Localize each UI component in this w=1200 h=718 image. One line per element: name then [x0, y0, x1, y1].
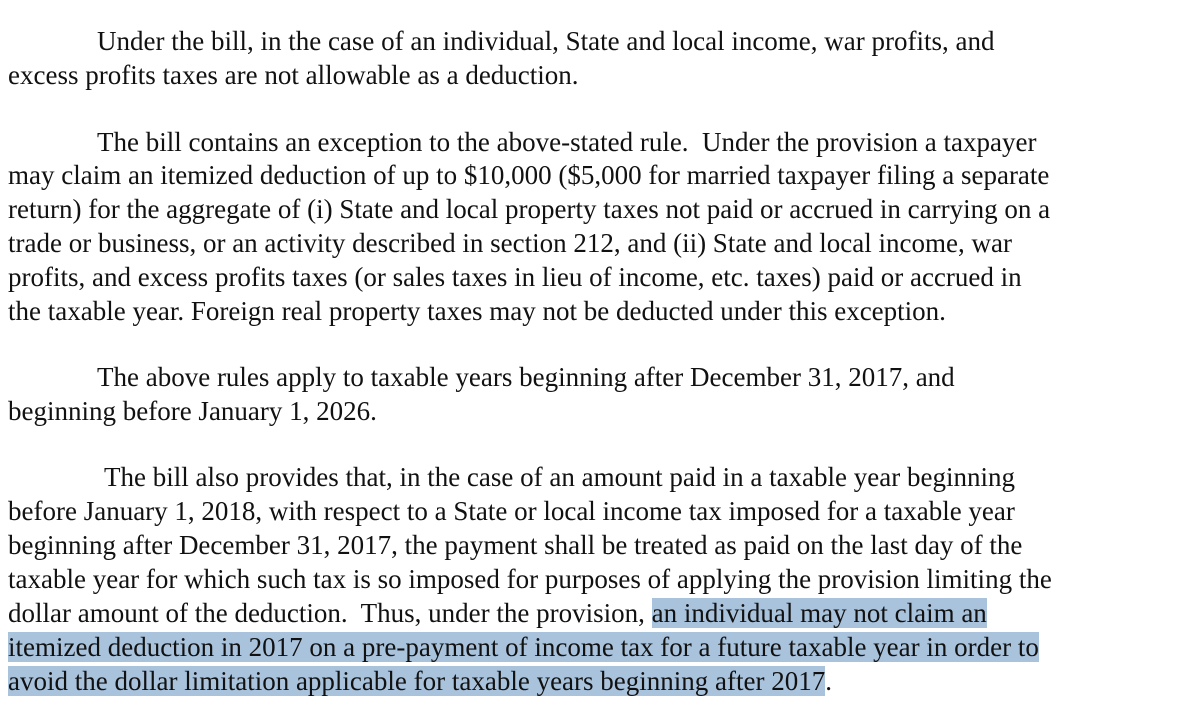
paragraph-2-line-3: return) for the aggregate of (i) State and local property taxes not paid or accrued in carrying on a [8, 194, 1051, 224]
paragraph-2-line-1: The bill contains an exception to the above-stated rule. Under the provision a taxpayer [97, 127, 1037, 157]
paragraph-3-line-1: The above rules apply to taxable years beginning after December 31, 2017, and [97, 362, 955, 392]
paragraph-2-line-6: the taxable year. Foreign real property taxes may not be deducted under this exception. [8, 296, 946, 326]
paragraph-4-line-2: before January 1, 2018, with respect to a State or local income tax imposed for a taxable year [8, 496, 1015, 526]
highlighted-text: itemized deduction in 2017 on a pre-payment of income tax for a future taxable year in order to [8, 632, 1039, 662]
paragraph-2-line-2: may claim an itemized deduction of up to $10,000 ($5,000 for married taxpayer filing a separate [8, 160, 1050, 190]
paragraph-4-line-7-period: . [825, 666, 832, 696]
highlighted-text: an individual may not claim an [651, 598, 987, 628]
paragraph-4-line-6 [8, 630, 1039, 664]
highlighted-text: avoid the dollar limitation applicable for taxable years beginning after 2017 [8, 666, 826, 696]
paragraph-4-line-1: The bill also provides that, in the case of an amount paid in a taxable year beginning [104, 462, 1015, 492]
paragraph-4-line-3: beginning after December 31, 2017, the payment shall be treated as paid on the last day of the [8, 530, 1023, 560]
paragraph-3-line-2: beginning before January 1, 2026. [8, 396, 377, 426]
paragraph-1-line-1: Under the bill, in the case of an individual, State and local income, war profits, and [97, 26, 995, 56]
paragraph-4-line-7 [8, 664, 832, 698]
paragraph-2-line-4: trade or business, or an activity described in section 212, and (ii) State and local income, war [8, 228, 1012, 258]
paragraph-4-line-5-text: dollar amount of the deduction. Thus, under the provision, [8, 598, 652, 628]
paragraph-1-line-2: excess profits taxes are not allowable as a deduction. [8, 60, 579, 90]
paragraph-4-line-5 [8, 596, 987, 630]
paragraph-2-line-5: profits, and excess profits taxes (or sales taxes in lieu of income, etc. taxes) paid or accrued in [8, 262, 1022, 292]
paragraph-4-line-4: taxable year for which such tax is so imposed for purposes of applying the provision limiting the [8, 564, 1052, 594]
